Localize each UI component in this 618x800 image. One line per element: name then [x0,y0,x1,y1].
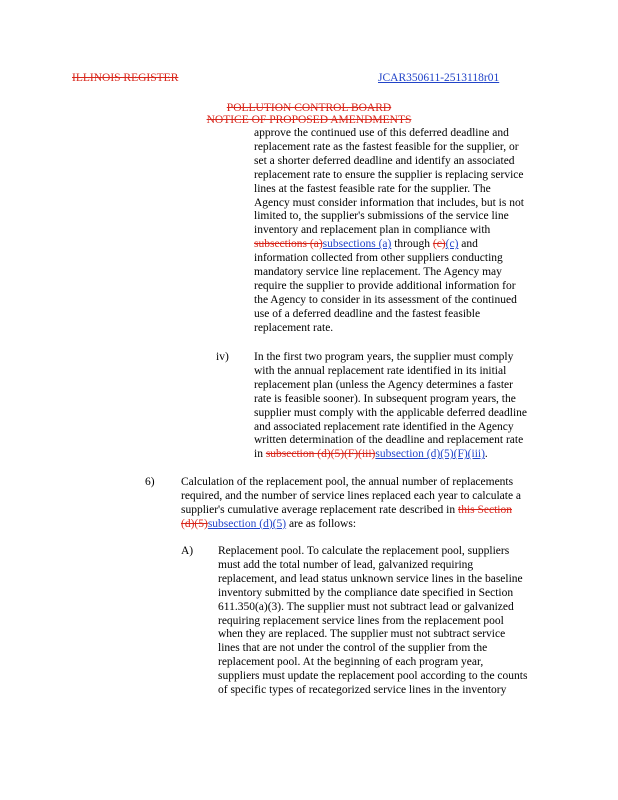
text-line: of specific types of recategorized service lines in the inventory [218,684,507,697]
text-line [254,238,524,252]
agency-title: POLLUTION CONTROL BOARD [226,102,392,114]
deleted-text: subsection (d)(5)(F)(iii) [265,448,376,461]
deleted-text: this Section [458,503,512,516]
text-line: written determination of the deadline and replacement rate [254,434,524,447]
deleted-text: subsections (a) [254,238,323,251]
continued-paragraph [254,127,524,336]
item-6-paragraph [181,476,521,532]
text-line: with the annual replacement rate identified in its initial [254,364,507,377]
item-label-A: A) [181,545,194,557]
text-line: require the supplier to provide additional information for [254,279,516,292]
inserted-text: subsections (a) [322,238,392,251]
text-line [181,504,521,518]
text-line: 611.350(a)(3). The supplier must not subtract lead or galvanized [218,600,514,613]
text-line: and associated replacement rate identified in the Agency [254,420,514,433]
text-line: Replacement pool. To calculate the replacement pool, suppliers [218,545,510,557]
deleted-text: (c) [432,238,446,251]
text-line [181,518,521,532]
item-label-iv: iv) [216,351,229,363]
text-line: information collected from other suppliers conducting [254,252,503,265]
plain-text: in [254,448,266,461]
text-line: use of a deferred deadline and the fastest feasible [254,307,481,320]
text-line: replacement rate to ensure the supplier is replacing service [254,168,524,181]
text-line: approve the continued use of this deferred deadline and [254,127,509,139]
text-line: supplier must comply with the applicable deferred deadline [254,406,528,419]
text-line: replacement rate. [254,321,334,334]
document-code [378,72,499,84]
plain-text: and [458,238,478,251]
text-line: replacement plan (unless the Agency determines a faster [254,378,513,391]
text-line: requiring replacement service lines from the replacement pool [218,614,504,627]
item-iv-paragraph [254,351,527,462]
inserted-text: subsection (d)(5) [207,517,287,530]
deleted-text: (d)(5) [181,517,208,530]
document-code-suffix: r01 [483,72,500,84]
text-line: In the first two program years, the supplier must comply [254,351,514,363]
text-line: inventory and replacement plan in compliance with [254,224,491,237]
text-line: the Agency to consider in its assessment of the continued [254,293,517,306]
plain-text: are as follows: [286,517,357,530]
inserted-text: subsection (d)(5)(F)(iii) [375,448,485,461]
text-line: replacement pool. At the beginning of each program year, [218,656,484,669]
plain-text: supplier's cumulative average replacement rate described in [181,503,458,516]
register-header: ILLINOIS REGISTER [72,72,179,84]
inserted-text: (c) [445,238,459,251]
text-line: required, and the number of service lines replaced each year to calculate a [181,489,522,502]
text-line: limited to, the supplier's submissions of the service line [254,210,509,223]
plain-text: through [391,238,433,251]
text-line: when they are replaced. The supplier must not subtract service [218,628,506,641]
text-line: suppliers must update the replacement pool according to the counts [218,670,528,683]
item-A-paragraph [218,545,527,698]
text-line: replacement, and lead status unknown service lines in the baseline [218,572,523,585]
text-line: set a shorter deferred deadline and identify an associated [254,154,515,167]
item-label-6: 6) [145,476,155,488]
text-line: must add the total number of lead, galvanized requiring [218,558,474,571]
notice-title: NOTICE OF PROPOSED AMENDMENTS [206,114,412,126]
text-line: replacement rate as the fastest feasible for the supplier, or [254,140,519,153]
text-line: lines that are not under the control of the supplier from the [218,642,488,655]
plain-text: . [484,448,488,461]
document-code-main: JCAR350611-2513118 [378,72,484,84]
text-line: inventory submitted by the compliance date specified in Section [218,586,514,599]
text-line [254,448,527,462]
text-line: rate is feasible sooner). In subsequent program years, the [254,392,516,405]
text-line: Agency must consider information that includes, but is not [254,196,524,209]
text-line: Calculation of the replacement pool, the annual number of replacements [181,476,514,488]
text-line: mandatory service line replacement. The Agency may [254,266,502,279]
text-line: lines at the fastest feasible rate for the supplier. The [254,182,491,195]
